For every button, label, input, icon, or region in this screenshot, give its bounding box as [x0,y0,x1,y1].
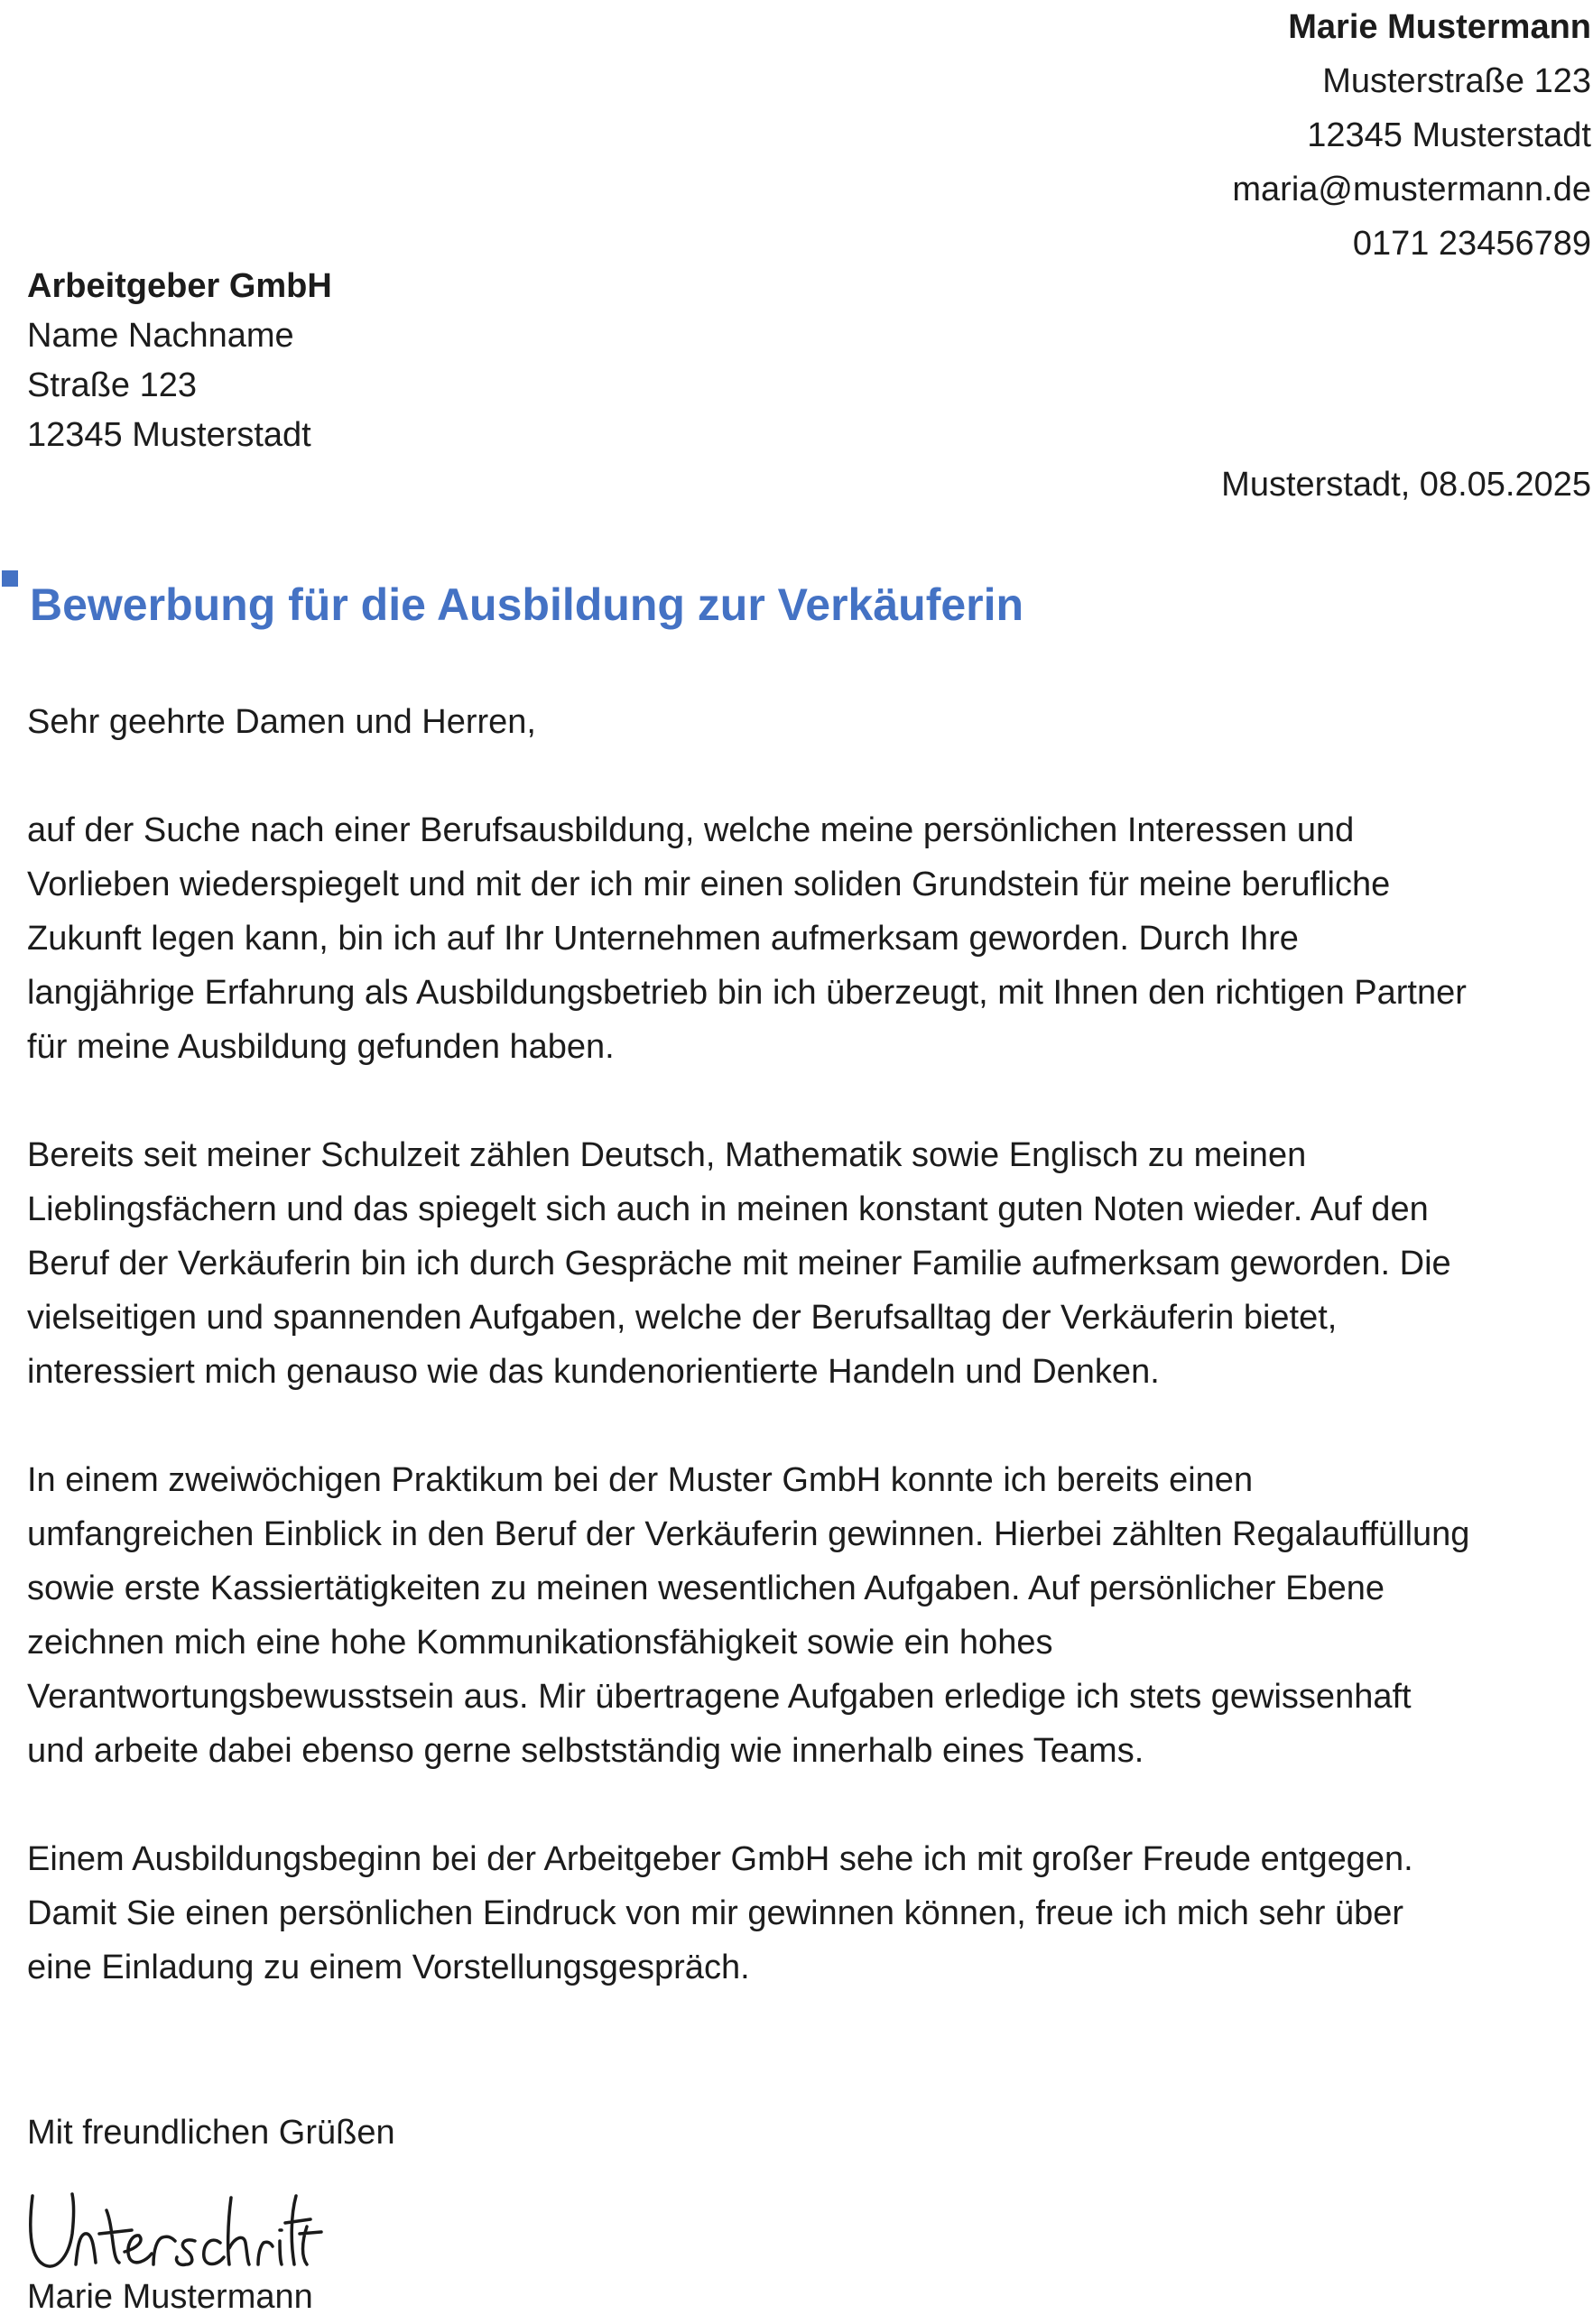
body-line: vielseitigen und spannenden Aufgaben, welche der Berufsalltag der Verkäuferin bietet, [27,1299,1338,1337]
body-line: langjährige Erfahrung als Ausbildungsbetrieb bin ich überzeugt, mit Ihnen den richtigen Partner [27,974,1467,1012]
letter-subject: Bewerbung für die Ausbildung zur Verkäuferin [30,579,1024,630]
letter-body [27,803,1593,2049]
body-paragraph [27,1453,1593,1778]
recipient-street: Straße 123 [27,366,197,404]
body-line: umfangreichen Einblick in den Beruf der Verkäuferin gewinnen. Hierbei zählten Regalauffüllung [27,1515,1470,1553]
body-paragraph [27,1832,1593,1995]
recipient-company: Arbeitgeber GmbH [27,267,332,305]
sender-email: maria@mustermann.de [1232,171,1591,208]
body-line: Einem Ausbildungsbeginn bei der Arbeitgeber GmbH sehe ich mit großer Freude entgegen. [27,1840,1413,1878]
body-line: und arbeite dabei ebenso gerne selbstständig wie innerhalb eines Teams. [27,1732,1144,1770]
body-line: Zukunft legen kann, bin ich auf Ihr Unternehmen aufmerksam geworden. Durch Ihre [27,920,1299,958]
body-line: für meine Ausbildung gefunden haben. [27,1028,615,1066]
body-paragraph [27,803,1593,1074]
sender-phone: 0171 23456789 [1352,225,1591,263]
heading-marker-icon [2,570,18,587]
body-line: Bereits seit meiner Schulzeit zählen Deutsch, Mathematik sowie Englisch zu meinen [27,1136,1307,1174]
handwritten-signature [25,2171,323,2274]
body-line: Lieblingsfächern und das spiegelt sich auch in meinen konstant guten Noten wieder. Auf den [27,1190,1429,1228]
body-line: Vorlieben wiederspiegelt und mit der ich mir einen soliden Grundstein für meine berufliche [27,866,1391,903]
body-line: In einem zweiwöchigen Praktikum bei der Muster GmbH konnte ich bereits einen [27,1461,1254,1499]
sender-block [1232,0,1591,271]
signer-name: Marie Mustermann [27,2278,313,2316]
body-line: zeichnen mich eine hohe Kommunikationsfähigkeit sowie ein hohes [27,1624,1053,1662]
sender-street: Musterstraße 123 [1322,62,1591,100]
body-line: Damit Sie einen persönlichen Eindruck von mir gewinnen können, freue ich mich sehr über [27,1894,1404,1932]
body-line: sowie erste Kassiertätigkeiten zu meinen wesentlichen Aufgaben. Auf persönlicher Ebene [27,1569,1385,1607]
body-line: Beruf der Verkäuferin bin ich durch Gespräche mit meiner Familie aufmerksam geworden. Die [27,1245,1451,1282]
recipient-block [27,262,332,460]
recipient-city: 12345 Musterstadt [27,416,311,454]
body-line: eine Einladung zu einem Vorstellungsgespräch. [27,1949,750,1986]
sender-name: Marie Mustermann [1288,8,1591,46]
recipient-contact: Name Nachname [27,317,294,355]
salutation: Sehr geehrte Damen und Herren, [27,703,536,741]
body-line: interessiert mich genauso wie das kundenorientierte Handeln und Denken. [27,1353,1160,1391]
sender-city: 12345 Musterstadt [1307,116,1591,154]
letter-date: Musterstadt, 08.05.2025 [1221,466,1591,504]
body-line: auf der Suche nach einer Berufsausbildung, welche meine persönlichen Interessen und [27,811,1355,849]
body-paragraph [27,1128,1593,1399]
body-line: Verantwortungsbewusstsein aus. Mir übertragene Aufgaben erledige ich stets gewissenhaft [27,1678,1412,1716]
closing-phrase: Mit freundlichen Grüßen [27,2114,395,2152]
